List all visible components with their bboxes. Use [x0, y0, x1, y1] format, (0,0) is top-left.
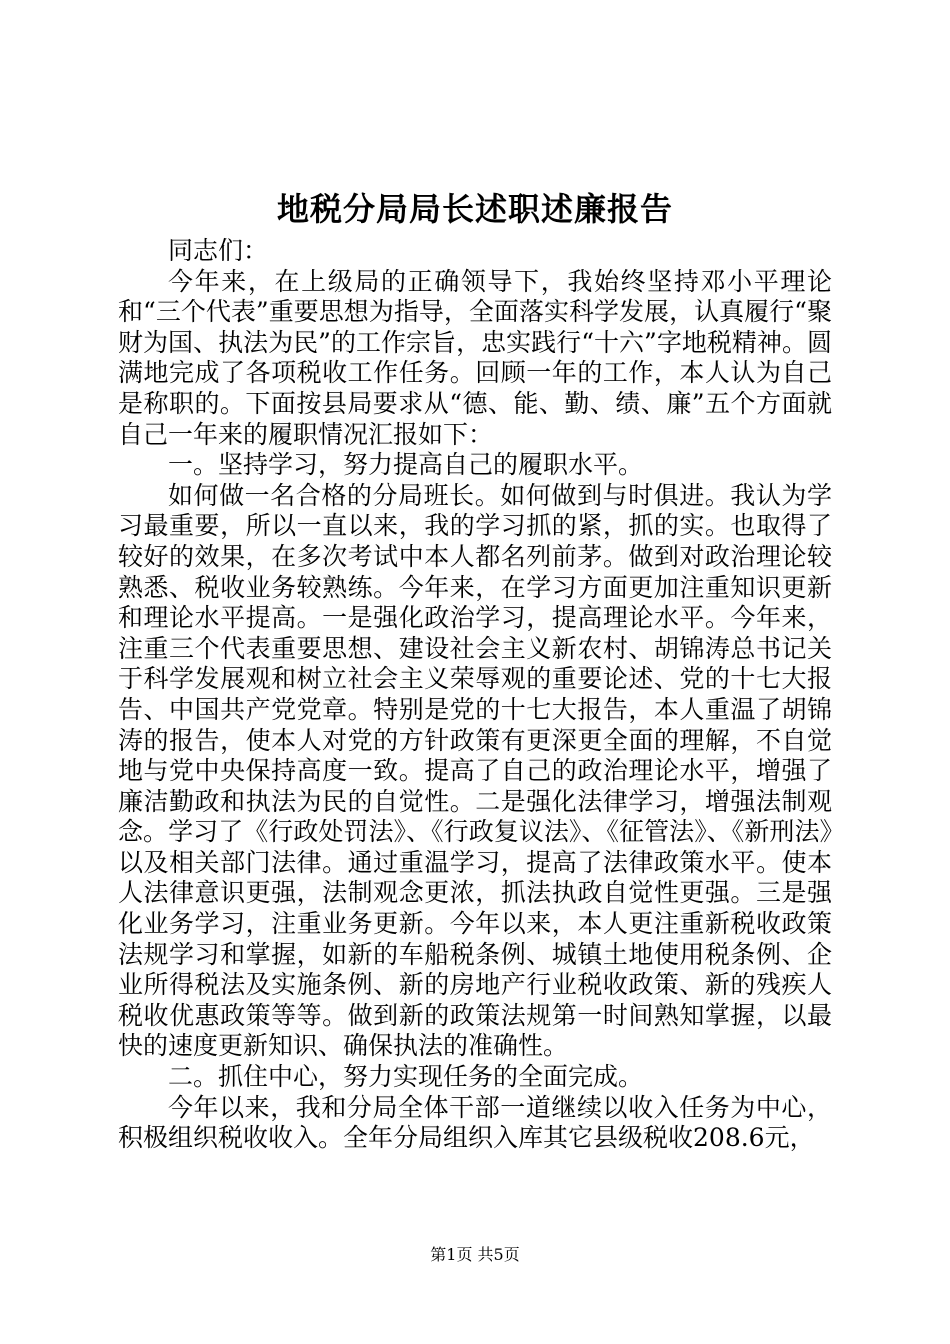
paragraph-study: 如何做一名合格的分局班长。如何做到与时俱进。我认为学习最重要，所以一直以来，我的学习抓的紧，抓的实。也取得了较好的效果，在多次考试中本人都名列前茅。做到对政治理论较熟悉、税收业务较熟练。今年来，在学习方面更加注重知识更新和理论水平提高。一是强化政治学习，提高理论水平。今年来，注重三个代表重要思想、建设社会主义新农村、胡锦涛总书记关于科学发展观和树立社会主义荣辱观的重要论述、党的十七大报告、中国共产党党章。特别是党的十七大报告，本人重温了胡锦涛的报告，使本人对党的方针政策有更深更全面的理解，不自觉地与党中央保持高度一致。提高了自己的政治理论水平，增强了廉洁勤政和执法为民的自觉性。二是强化法律学习，增强法制观念。学习了《行政处罚法》、《行政复议法》、《征管法》、《新刑法》以及相关部门法律。通过重温学习，提高了法律政策水平。使本人法律意识更强，法制观念更浓，抓法执政自觉性更强。三是强化业务学习，注重业务更新。今年以来，本人更注重新税收政策法规学习和掌握，如新的车船税条例、城镇土地使用税条例、企业所得税法及实施条例、新的房地产行业税收政策、新的残疾人税收优惠政策等等。做到新的政策法规第一时间熟知掌握，以最快的速度更新知识、确保执法的准确性。	[118, 480, 832, 1061]
page-footer: 第1页 共5页	[430, 1245, 520, 1264]
paragraph-intro: 今年来，在上级局的正确领导下，我始终坚持邓小平理论和“三个代表”重要思想为指导，全面落实科学发展，认真履行“聚财为国、执法为民”的工作宗旨，忠实践行“十六”字地税精神。圆满地完成了各项税收工作任务。回顾一年的工作，本人认为自己是称职的。下面按县局要求从“德、能、勤、绩、廉”五个方面就自己一年来的履职情况汇报如下：	[118, 266, 832, 449]
section-heading-1: 一。坚持学习，努力提高自己的履职水平。	[168, 450, 644, 480]
document-body	[118, 236, 832, 1154]
section-heading-2: 二。抓住中心，努力实现任务的全面完成。	[168, 1062, 644, 1092]
paragraph-revenue: 今年以来，我和分局全体干部一道继续以收入任务为中心，积极组织税收收入。全年分局组织入库其它县级税收208.6元，	[118, 1092, 832, 1153]
paragraph-salutation: 同志们：	[168, 236, 269, 265]
document-title: 地税分局局长述职述廉报告	[276, 190, 673, 228]
